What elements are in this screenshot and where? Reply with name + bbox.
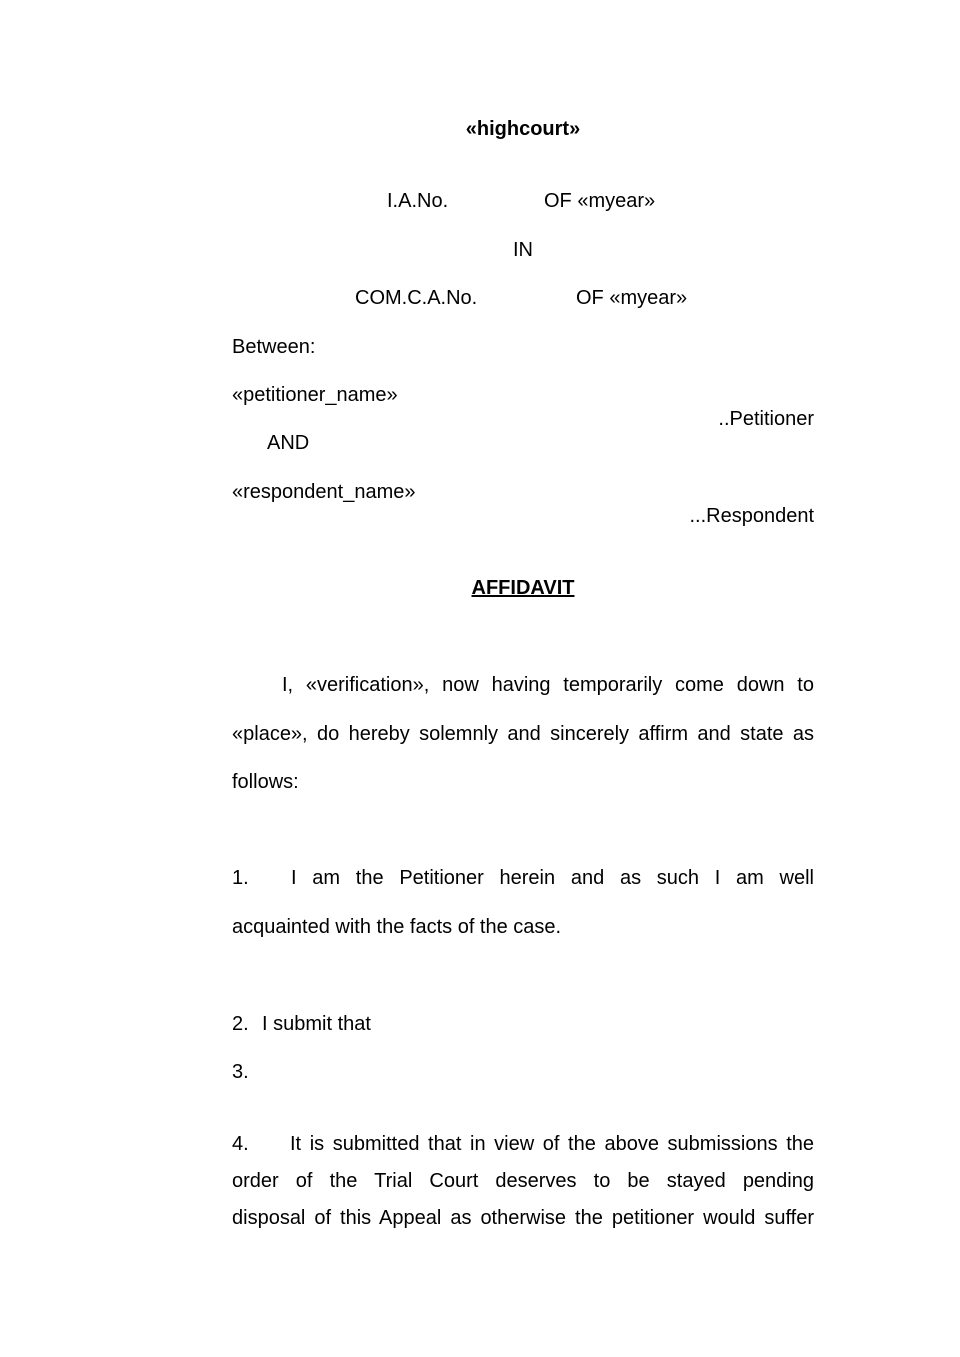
para-1-number: 1.: [232, 867, 249, 889]
intro-line-3: follows:: [232, 771, 299, 793]
petitioner-role: ..Petitioner: [718, 408, 814, 430]
para-4-line-1: It is submitted that in view of the above submissions the: [290, 1133, 814, 1155]
affidavit-title: AFFIDAVIT: [471, 577, 575, 599]
respondent-name: «respondent_name»: [232, 481, 416, 503]
affidavit-title-wrap: [232, 576, 814, 600]
between-label: Between:: [232, 336, 316, 358]
cca-number-label: COM.C.A.No.: [355, 287, 478, 309]
para-3-number: 3.: [232, 1061, 249, 1083]
para-1-line-2: acquainted with the facts of the case.: [232, 916, 562, 938]
ia-number-label: I.A.No.: [387, 190, 449, 212]
cca-year: OF «myear»: [576, 287, 688, 309]
para-2-number: 2.: [232, 1013, 249, 1035]
respondent-role: ...Respondent: [689, 505, 814, 527]
intro-line-1: I, «verification», now having temporarily come down to: [282, 674, 814, 696]
intro-line-2: «place», do hereby solemnly and sincerely affirm and state as: [232, 723, 814, 745]
para-4-line-3: disposal of this Appeal as otherwise the petitioner would suffer: [232, 1207, 814, 1229]
para-4-number: 4.: [232, 1133, 249, 1155]
in-label: IN: [513, 239, 533, 261]
and-label: AND: [267, 432, 310, 454]
para-1-line-1: I am the Petitioner herein and as such I am well: [291, 867, 814, 889]
para-4-line-2: order of the Trial Court deserves to be stayed pending: [232, 1170, 814, 1192]
petitioner-name: «petitioner_name»: [232, 384, 398, 406]
court-name: «highcourt»: [465, 118, 581, 140]
ia-year: OF «myear»: [544, 190, 656, 212]
para-2-text: I submit that: [262, 1013, 371, 1035]
